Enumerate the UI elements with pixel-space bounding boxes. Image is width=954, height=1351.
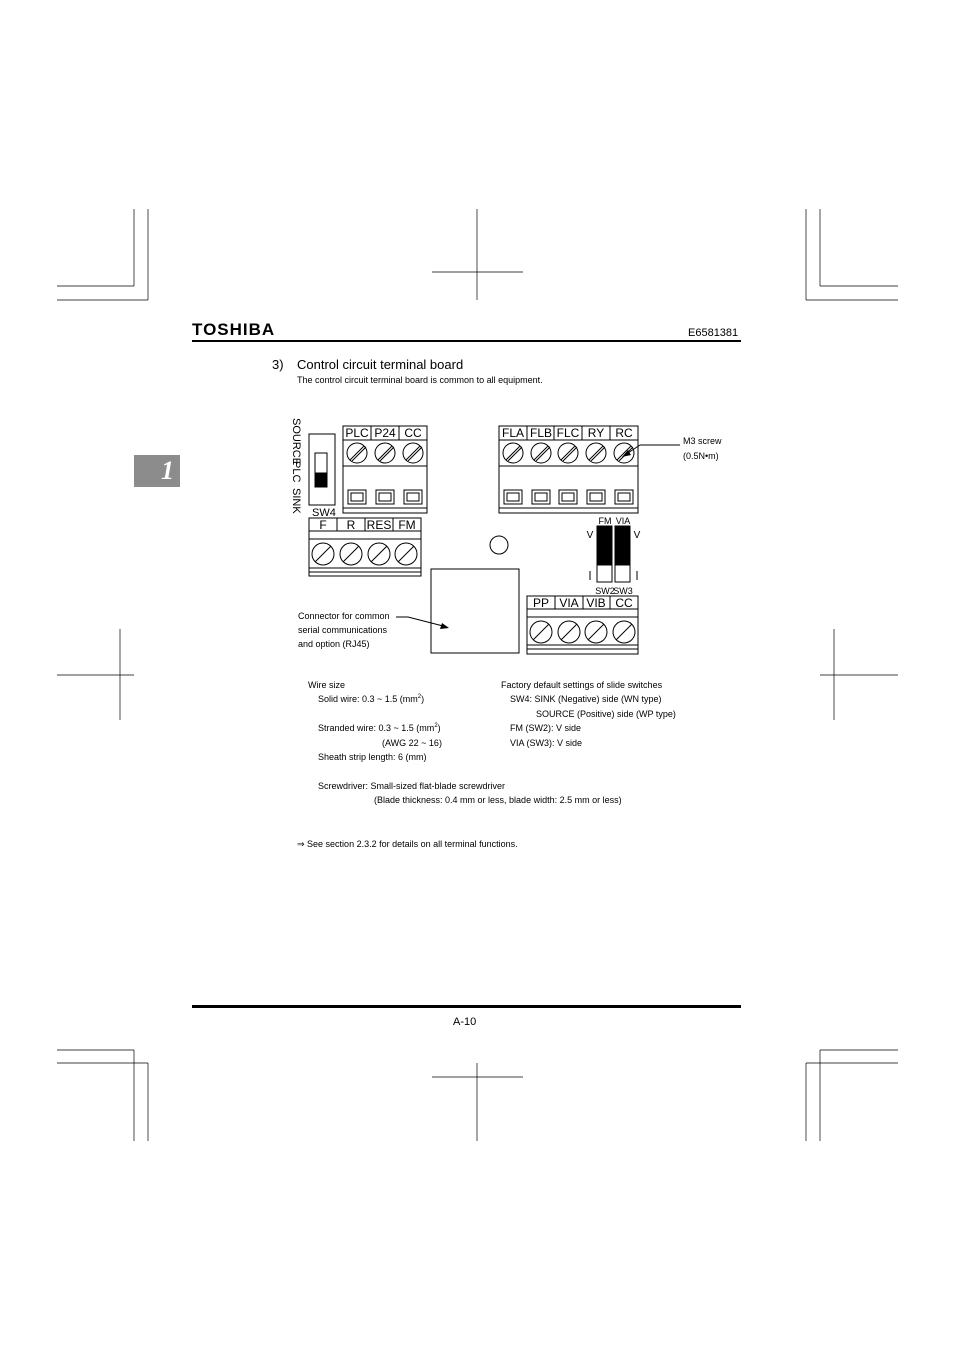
- terminal-label-res: RES: [366, 518, 392, 532]
- screws-top-left: [347, 443, 423, 463]
- terminal-label-plc: PLC: [345, 426, 369, 440]
- factory-defaults-title: Factory default settings of slide switches: [501, 680, 663, 690]
- section-number: 3): [272, 357, 284, 372]
- sw4-default-source: SOURCE (Positive) side (WP type): [536, 709, 676, 719]
- chapter-number: 1: [161, 456, 174, 485]
- screws-mid-left: [312, 543, 417, 565]
- solid-wire-spec: Solid wire: 0.3 ~ 1.5 $(mm^2)$: [318, 694, 425, 704]
- sw2-top-label: FM: [598, 516, 612, 526]
- rj45-callout-line1: Connector for common: [298, 611, 390, 621]
- stranded-wire-spec: Stranded wire: 0.3 ~ 1.5 $(mm^2)$: [318, 723, 441, 733]
- screws-top-right: [503, 443, 634, 463]
- terminal-label-fm: FM: [398, 518, 416, 532]
- sw3-bottom-label: SW3: [613, 586, 633, 596]
- terminal-label-vib: VIB: [586, 596, 606, 610]
- terminal-label-f: F: [319, 518, 327, 532]
- terminal-label-flb: FLB: [529, 426, 553, 440]
- sw2-v-label: V: [586, 530, 594, 541]
- page-number: A-10: [453, 1016, 477, 1028]
- wire-size-title: Wire size: [308, 680, 346, 690]
- section-intro: The control circuit terminal board is common to all equipment.: [297, 375, 543, 385]
- sw4-switch-body: [309, 434, 335, 505]
- sw2-bottom-label: SW2: [595, 586, 615, 596]
- terminal-label-r: R: [346, 518, 356, 532]
- see-also-reference: ⇒ See section 2.3.2 for details on all terminal functions.: [297, 839, 518, 849]
- rj45-connector: [431, 569, 519, 653]
- sw4-sink-label: SINK: [290, 488, 302, 514]
- sw4-switch-knob: [316, 473, 326, 486]
- blade-spec: (Blade thickness: 0.4 mm or less, blade width: 2.5 mm or less): [374, 795, 622, 805]
- screws-bottom-right: [530, 621, 635, 643]
- terminal-label-p24: P24: [374, 426, 396, 440]
- fm-sw2-default: FM (SW2): V side: [510, 723, 582, 733]
- screwdriver-spec: Screwdriver: Small-sized flat-blade screwdriver: [318, 781, 506, 791]
- rj45-callout-leader: [396, 617, 447, 627]
- awg-spec: (AWG 22 ~ 16): [382, 738, 442, 748]
- sw3-v-label: V: [633, 530, 641, 541]
- rj45-callout-line3: and option (RJ45): [298, 639, 370, 649]
- m3-callout-line1: M3 screw: [683, 436, 722, 446]
- mounting-hole: [490, 536, 508, 554]
- sheath-strip-length: Sheath strip length: 6 (mm): [318, 752, 427, 762]
- rj45-callout-line2: serial communications: [298, 625, 388, 635]
- m3-callout-line2: (0.5N•m): [683, 451, 719, 461]
- terminal-label-cc-top: CC: [404, 426, 422, 440]
- sw3-i-label: I: [635, 580, 636, 581]
- rj45-callout-arrow: [440, 623, 449, 629]
- terminal-label-cc-bottom: CC: [615, 596, 633, 610]
- section-title: Control circuit terminal board: [297, 357, 464, 372]
- sw4-source-label: SOURCE: [290, 418, 302, 466]
- toshiba-logo: TOSHIBA: [192, 320, 276, 339]
- terminal-label-fla: FLA: [501, 426, 525, 440]
- sw4-plc-label: PLC: [290, 461, 302, 483]
- wire-slots-top-left: [348, 490, 422, 504]
- wire-slots-top-right: [504, 490, 633, 504]
- sw4-default-sink: SW4: SINK (Negative) side (WN type): [510, 694, 662, 704]
- via-sw3-default: VIA (SW3): V side: [510, 738, 583, 748]
- sw2-i-label: I: [588, 580, 589, 581]
- terminal-label-flc: FLC: [556, 426, 580, 440]
- terminal-label-via: VIA: [559, 596, 579, 610]
- terminal-label-pp: PP: [532, 596, 550, 610]
- terminal-label-rc: RC: [615, 426, 633, 440]
- sw4-label: SW4: [312, 507, 336, 519]
- sw3-top-label: VIA: [615, 516, 631, 526]
- footer-rule: [192, 1005, 741, 1008]
- document-number: E6581381: [688, 327, 739, 339]
- terminal-label-ry: RY: [587, 426, 605, 440]
